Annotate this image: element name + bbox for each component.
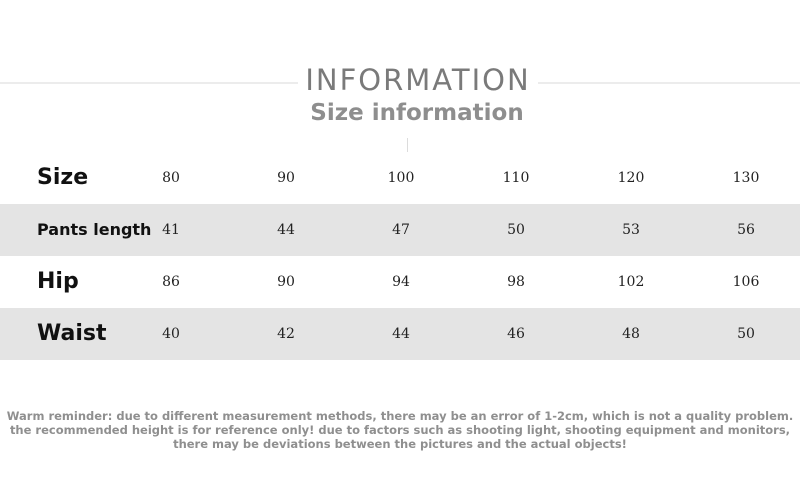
row-label-pants-length: Pants length [37, 220, 152, 239]
table-cell: 94 [392, 274, 410, 290]
table-cell: 50 [507, 222, 525, 238]
table-cell: 102 [617, 274, 645, 290]
table-cell: 42 [277, 326, 295, 342]
table-cell: 98 [507, 274, 525, 290]
table-row-hip [0, 256, 800, 308]
row-label-size: Size [37, 165, 89, 190]
table-cell: 41 [162, 222, 180, 238]
table-cell: 44 [277, 222, 295, 238]
row-label-hip: Hip [37, 269, 79, 294]
table-cell: 48 [622, 326, 640, 342]
page-title: INFORMATION [305, 63, 531, 97]
table-cell: 90 [277, 170, 295, 186]
table-cell: 80 [162, 170, 180, 186]
table-cell: 44 [392, 326, 410, 342]
table-cell: 47 [392, 222, 410, 238]
reminder-line-3: there may be deviations between the pictures and the actual objects! [173, 437, 627, 451]
reminder-line-2: the recommended height is for reference only! due to factors such as shooting light, shooting equipment and monitors, [9, 423, 791, 437]
table-row-pants-length [0, 204, 800, 256]
header-divider-left [0, 82, 298, 84]
table-cell: 130 [732, 170, 760, 186]
header-divider-right [538, 82, 800, 84]
warm-reminder-note [0, 409, 800, 451]
table-cell: 106 [732, 274, 760, 290]
decorative-tick [407, 138, 408, 152]
table-cell: 100 [387, 170, 415, 186]
table-cell: 110 [502, 170, 530, 186]
table-cell: 53 [622, 222, 640, 238]
table-row-waist [0, 308, 800, 360]
table-cell: 40 [162, 326, 180, 342]
table-cell: 56 [737, 222, 755, 238]
row-label-waist: Waist [37, 321, 107, 346]
table-cell: 90 [277, 274, 295, 290]
table-cell: 50 [737, 326, 755, 342]
table-cell: 86 [162, 274, 180, 290]
reminder-line-1: Warm reminder: due to different measurement methods, there may be an error of 1-2cm, which is not a quality problem. [6, 409, 794, 423]
table-cell: 46 [507, 326, 525, 342]
size-table [0, 152, 800, 360]
table-cell: 120 [617, 170, 645, 186]
page-subtitle: Size information [310, 100, 524, 126]
table-row-size [0, 152, 800, 204]
